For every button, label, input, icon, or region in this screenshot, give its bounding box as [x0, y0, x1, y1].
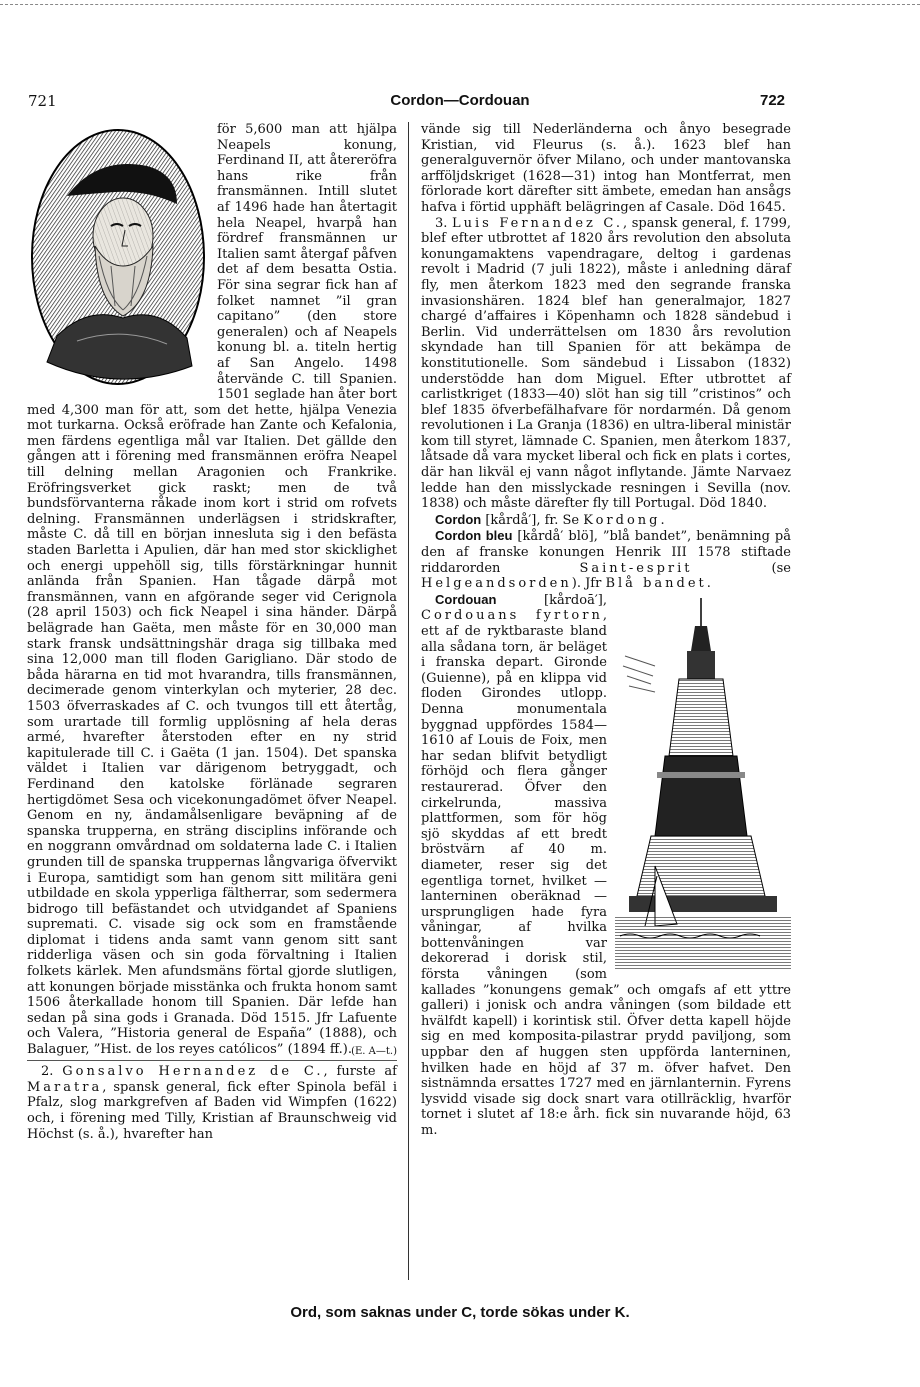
entry-cordouan: Cordouan [kårdoā′], Cordouans fyrtorn, ett af de ryktbaraste bland alla sådana torn, är beläget i franska depart. Gironde (Guienne), på en klippa vid floden Girondes utlopp. Denna monumentala byggnad uppfördes 1584—1610 af Louis de Foix, men har sedan blifvit betydligt förhöjd och flera gånger restaurerad. Öfver den cirkelrunda, massiva plattformen, som för hög sjö skyddas af ett bredt bröstvärn af 40 m. diameter, reser sig det egentliga tornet, hvilket — lanterninen oberäknad — ursprungligen hade fyra våningar, af hvilka bottenvåningen var dekorerad i dorisk stil, första våningen (som kallades ”konungens gemak” och omgafs af ett yttre galleri) i jonisk och andra våningen (som bildade ett hvälfdt kapell) i korintisk stil. Öfver detta kapell höjde sig en med komposita-pilastrar prydd paviljong, som uppbar den af huggen sten uppförda lanterninen, hvilken hade en höjd af 37 m. öfver hafvet. Den sistnämnda ersattes 1727 med en järnlanternin. Fyrens lysvidd visade sig dock snart vara otillräcklig, hvarför tornet i slutet af 18:e årh. fick sin nuvarande höjd, 63 m. [421, 591, 791, 1138]
entry-cordon: Cordon [kårdå′], fr. Se Kordong. [435, 511, 665, 528]
cross-reference: Helgeandsorden [421, 576, 572, 592]
entry-text: för 5,600 man att hjälpa Neapels konung, Ferdinand II, att återeröfra hans rike från fransmännen. Intill slutet af 1496 hade han återtagit hela Neapel, hvarpå han fördref fransmännen ur Italien samt återgaf påfven det af dem besatta Ostia. För sina segrar fick han af folket namnet ”il gran capitano” (den store generalen) och af Neapels konung bl. a. titeln hertig af San Angelo. 1498 återvände C. till Spanien. 1501 seglade han åter bort med 4,300 man för att, som det hette, hjälpa Venezia mot turkarna. Också eröfrade han Zante och Kefalonia, men färdens egentliga mål var Italien. Det gällde den gången att i förening med fransmännen eröfra Neapel till delning mellan Aragonien och Frankrike. Eröfringsverket gick raskt; men de två bundsförvanterna råkade inom kort i strid om rofvets delning. Fransmännen underlägsen i stridskrafter, måste C. då till en början innesluta sig i den befästa staden Barletta i Apulien, där han med stor skicklighet och energi uppehöll sig, tills förstärkningar hunnit anlända från Spanien. Han tågade därpå mot fransmännen, vann en afgörande seger vid Cerignola (28 april 1503) och fick Neapel i sina händer. Därpå belägrade han Gaëta, men måste för en 30,000 man stark fransk undsättningshär draga sig tillbaka med sina 12,000 man till floden Garigliano. Där stodo de båda härarna en tid mot hvarandra, tills fransmännen, decimerade genom vinterkylan och myterier, 28 dec. 1503 öfverraskades af C. och tvungos till ett återtåg, som urartade till formlig upplösning af hela deras armé, hvarefter återstoden efter en ny strid kapitulerade till C. i Gaëta (1 jan. 1504). Det spanska väldet i Italien var därigenom betryggadt, och Ferdinand den katolske förlänade segraren hertigdömet Sesa och vicekonungadömet öfver Neapel. Genom en ny, ändamålsenligare beväpning af de spanska trupperna, en sträng disciplins införande och en noggrann omvårdnad om soldaterna lade C. i Italien grunden till de spanska truppernas långvariga öfvervikt i Europa, samtidigt som han genom sitt militära geni utbildade en skola ypperliga fältherrar, som sedermera bidrogo till befästandet och utvidgandet af Spaniens supremati. C. visade sig ock som en framstående diplomat i tidens anda samt vann genom sitt sant ridderliga väsen och sin goda förvaltning i Italien folkets kärlek. Men afundsmäns förtal gjorde slutligen, att konungen började misstänka och frukta honom samt 1506 återkallade honom till Spanien. Där lefde han sedan på sina gods i Granada. Död 1515. Jfr Lafuente och Valera, ”Historia general de España” (1888), och Balaguer, ”Hist. de los reyes católicos” (1894 ff.). [27, 122, 397, 1058]
page-number-left: 721 [28, 92, 57, 110]
top-rule [0, 4, 920, 5]
running-head: Cordon—Cordouan [390, 92, 530, 109]
cross-reference: Kordong [583, 512, 661, 528]
page-footer-note: Ord, som saknas under C, torde sökas under K. [290, 1304, 630, 1321]
entry-luis: 3. Luis Fernandez C., spansk general, f. 1799, blef efter utbrottet af 1820 års revolution den absoluta konungamaktens vapendragare, deltog i gardenas revolt i Madrid (7 juli 1822), måste i anledning däraf fly, men återkom 1823 med den segrande franska invasionshären. 1824 blef han generalmajor, 1827 chargé d’affaires i Köpenhamn och 1828 sändebud i Berlin. Vid underrättelsen om 1830 års revolution skyndade han till Spanien för att bekämpa de konstitutionelle. Som sändebud i Lissabon (1832) understödde han dom Miguel. Efter utbrottet af carlistkriget (1833—40) slöt han sig till ”cristinos” och blef 1835 öfverbefälhafvare för nordarmén. Då genom revolutionen i La Granja (1836) en ultra-liberal ministär kom till styret, lämnade C. Spanien, men återkom 1837, låtsade då vara mycket liberal och fick en plats i cortes, där han likväl ej vann något inflytande. Jämte Narvaez ledde han den misslyckade resningen i Sevilla (nov. 1838) och måste därefter fly till Portugal. Död 1840. [421, 215, 792, 512]
headword: Cordouan [435, 591, 497, 607]
left-column [27, 122, 397, 1290]
headword: Cordon bleu [435, 528, 513, 544]
entry-cordon-bleu: Cordon bleu [kårdå′ blö], ”blå bandet”, benämning på den af franske konungen Henrik III 1578 stiftade riddarorden Saint-esprit (se Helgeandsorden). Jfr Blå bandet. [421, 528, 792, 592]
cross-reference: Saint-esprit [579, 560, 693, 576]
cross-reference: Blå bandet [605, 576, 707, 592]
entry-continuation: vände sig till Nederländerna och ånyo besegrade Kristian, vid Fleurus (s. å.). 1623 blef han generalguvernör öfver Milano, och under mantovanska arfföljdskriget (1628—31) intog han Montferrat, men förlorade kort därefter sitt ämbete, emedan han ansågs hafva i förtid upphäft belägringen af Casale. Död 1645. [421, 122, 791, 215]
right-column [421, 122, 791, 1290]
person-name: Luis Fernandez C. [451, 215, 624, 231]
lighthouse-engraving-icon [615, 596, 791, 971]
entry-gonsalvo: 2. Gonsalvo Hernandez de C., furste af Maratra, spansk general, fick efter Spinola befäl i Pfalz, slog markgrefven af Baden vid Wimpfen (1622) och, i förening med Tilly, Kristian af Braunschweig vid Höchst (s. å.), hvarefter han [27, 1064, 397, 1142]
lighthouse-name: Cordouans fyrtorn [421, 608, 603, 624]
portrait-engraving-icon [27, 126, 209, 389]
page-number-right: 722 [760, 92, 786, 109]
place-name: Maratra [27, 1079, 103, 1095]
headword: Cordon [435, 511, 482, 527]
person-name: Gonsalvo Hernandez de C. [62, 1064, 324, 1080]
author-signature: (E. A—t.) [351, 1045, 397, 1057]
column-divider [408, 122, 409, 1280]
entry-separator [27, 1060, 397, 1062]
